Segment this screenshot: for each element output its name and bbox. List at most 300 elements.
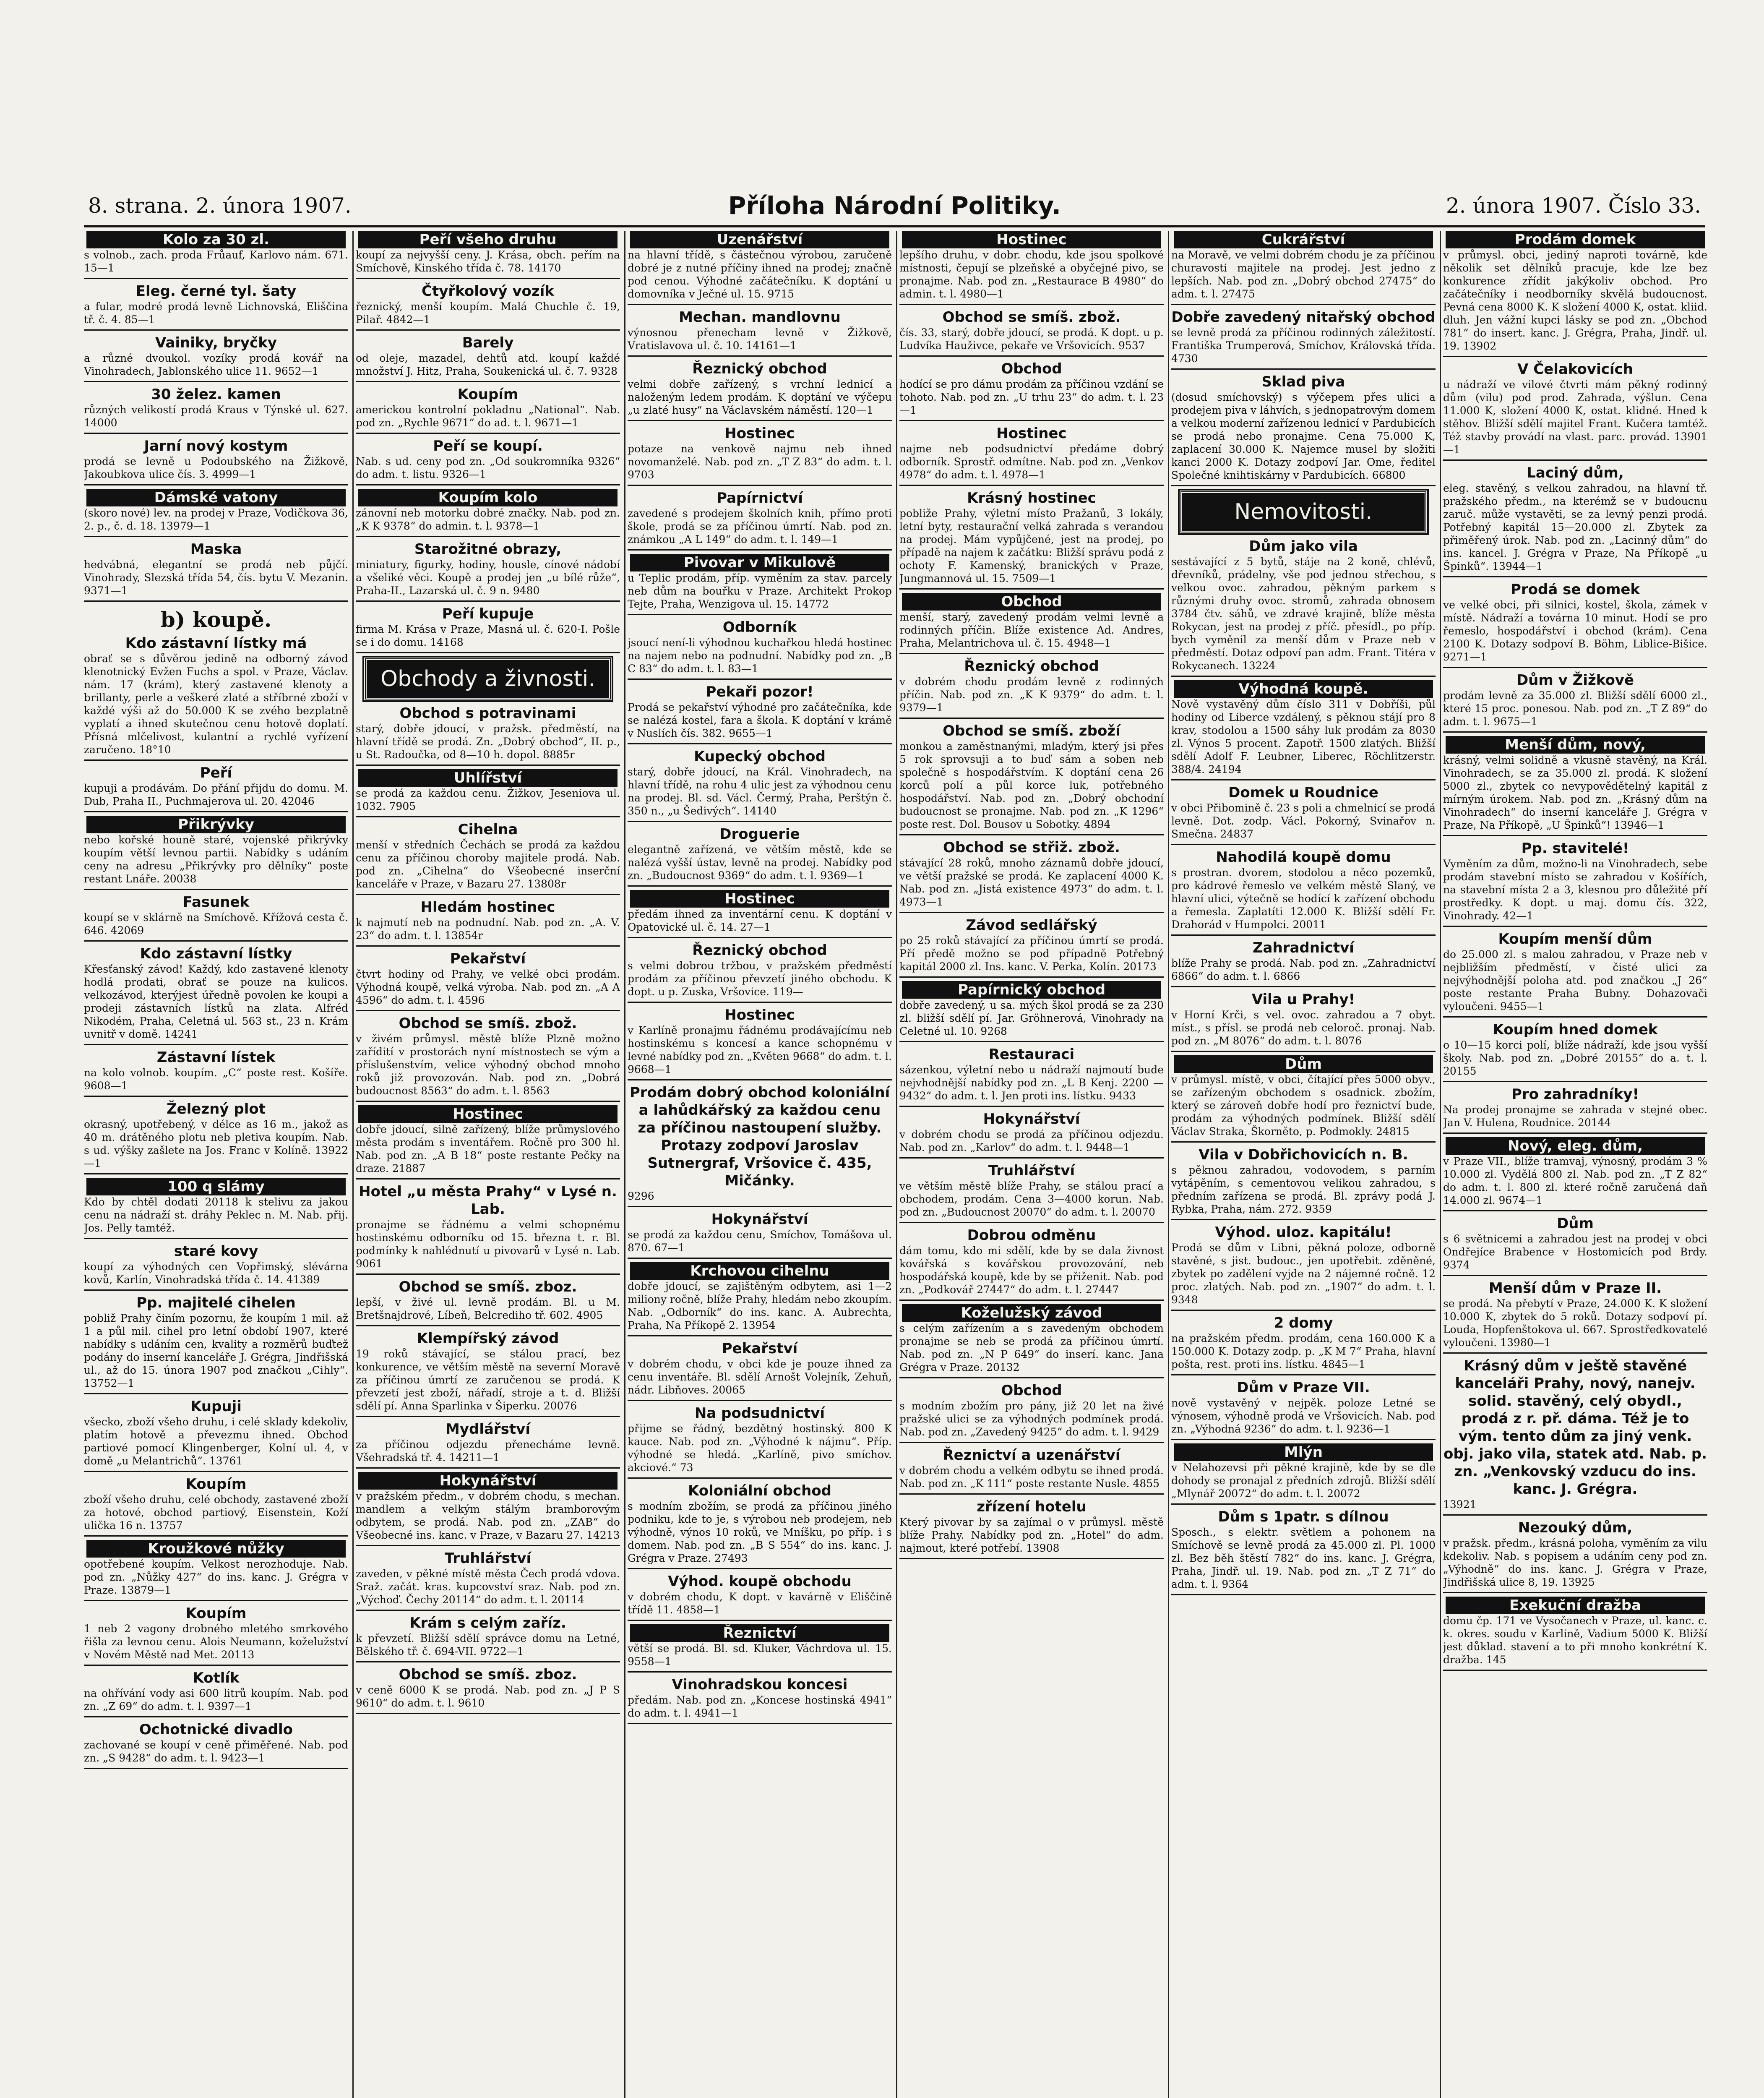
classified-ad [1443,736,1707,832]
ad-separator [628,549,892,551]
ad-body: s pěknou zahradou, vodovodem, s parním vytápěním, s cementovou velikou zahradou, s předním zařízena se prodá. Bl. zprávy podá J. Rybka, Praha, nám. 272. 9359 [1171,1164,1436,1215]
ad-headline: Hostinec [358,1105,618,1123]
ad-headline: Restauraci [988,1046,1075,1063]
classified-ad [84,1669,348,1713]
ad-body: monkou a zaměstnanými, mladým, který jsi přes 5 rok sprovsuji a to buď sám a soben neb společně s hospodářstvím. K doptání cena 26 korců polí a půl korce luk, potřebného hospodářství. Nab. pod zn. „Dobrý obchodní budoucnost se pronajme. Nab. pod zn. „K 1296“ poste rest. Dol. Bousov u Sobotky. 4894 [899,740,1164,830]
ad-separator [84,1665,348,1666]
classified-ad [1171,991,1436,1047]
ad-body: s modním zbožím, se prodá za příčinou jiného podniku, kde to je, s výrobou neb prodejem, neb výhodně, výnos 10 roků, ve Mníšku, po příp. i s domem. Nab. pod zn. „B S 554“ do ins. kanc. J. Grégra v Praze. 27493 [628,1500,892,1564]
ad-separator [628,885,892,887]
ad-body: a různé dvoukol. vozíky prodá kovář na Vinohradech, Jablonského ulice 11. 9652—1 [84,352,348,377]
ad-headline: Dům v Praze VII. [1237,1379,1370,1396]
ad-separator [1443,1514,1707,1516]
ad-body: hodící se pro dámu prodám za příčinou vzdání se tohoto. Nab. pod zn. „U trhu 23“ do adm. t. l. 23—1 [899,378,1164,416]
ad-body: pronajme se řádnému a velmi schopnému hostinskému odborníku od 15. března t. r. Bl. podmínky k nahlédnutí u pivovarů v Lysé n. Lab. 9061 [356,1219,620,1270]
ad-headline: Výhodná koupě. [1174,680,1433,698]
ad-headline: 100 q slámy [86,1178,346,1195]
ad-separator [628,485,892,486]
ad-body: v Praze VII., blíže tramvaj, výnosný, prodám 3 % 10.000 zl. Vydělá 800 zl. Nab. pod zn. „T Z 82“ do adm. t. l. 800 zl. které ročně zaručená daň 14.000 zl. 9674—1 [1443,1155,1707,1206]
ad-body: nebo kořské houně staré, vojenské přikrývky koupím větší levnou partii. Nabídky s udáním ceny na adresu „Přikrývky pro dělníky“ poste restant Lnáře. 20038 [84,834,348,885]
ad-headline: Eleg. černé tyl. šaty [135,283,297,300]
ad-separator [84,433,348,434]
ad-separator [356,765,620,766]
ad-separator [356,600,620,602]
ad-body: koupí za výhodných cen Vopřimský, slévárna kovů, Karlín, Vinohradská třída č. 14. 41389 [84,1260,348,1286]
ad-body: o 10—15 korci polí, blíže nádraží, kde jsou vyšší školy. Nab. pod zn. „Dobré 20155“ do a. t. l. 20155 [1443,1039,1707,1077]
ad-separator [1171,844,1436,845]
ad-headline: Dámské vatony [86,489,346,506]
ad-body: blíže Prahy se prodá. Nab. pod zn. „Zahradnictví 6866“ do adm. t. l. 6866 [1171,957,1436,982]
ad-headline: Výhod. uloz. kapitálu! [1215,1224,1392,1241]
ad-body: 19 roků stávající, se stálou prací, bez konkurence, ve větším městě na severní Moravě za příčinou úmrtí ze zaručenou se prodá. K převzetí jest zboží, nářadí, stroje a t. d. Bližší sdělí pí. Anna Sparlinka v Šiperku. 20076 [356,1348,620,1412]
ad-separator [899,304,1164,305]
ad-headline: Kdo zástavní lístky [140,945,292,962]
ad-body: dám tomu, kdo mi sdělí, kde by se dala živnost kovářská s kovářskou provozování, neb hospodářská koupě, kde by se přiženit. Nab. pod zn. „Podkovář 27447“ do adm. t. l. 27447 [899,1245,1164,1296]
classified-ad [84,386,348,429]
ad-headline: Obchod se smíš. zbož. [399,1015,577,1032]
newspaper-page [84,191,1705,2098]
classified-ad [1171,1508,1436,1591]
ad-separator [628,1568,892,1569]
ad-separator [899,420,1164,421]
ad-headline: Hokynářství [358,1472,618,1490]
ad-headline: Pekařství [450,950,526,967]
ad-body: prodám levně za 35.000 zl. Bližší sdělí 6000 zl., které 15 proc. ponesou. Nab. pod zn. „T Z 89“ do adm. t. l. 9675—1 [1443,689,1707,728]
ad-body: u nádraží ve vilové čtvrti mám pěkný rodinný dům (vilu) pod prod. Zahrada, výšlun. Cena 11.000 K, složení 4000 K, ostat. klidné. Hned k stěhov. Bližší sdělí majitel Frant. Kučera tamtéž. Též stavby provádí na vlast. parc. provád. 13901—1 [1443,378,1707,456]
ad-separator [84,536,348,537]
ad-separator [899,1222,1164,1223]
classified-ad [628,890,892,934]
ad-body: najme neb podsudnictví předáme dobrý odborník. Sprostř. odmítne. Nab. pod zn. „Venkov 4978“ do adm. t. l. 4978—1 [899,443,1164,481]
classified-ad [1443,464,1707,573]
ad-headline: Hledám hostinec [420,899,555,916]
ad-headline: Dům [1174,1055,1433,1073]
ad-body: s volnob., zach. proda Frůauf, Karlovo nám. 671. 15—1 [84,249,348,274]
ad-separator [356,816,620,817]
ad-headline: Prodám domek [1446,231,1705,248]
ad-separator [899,1157,1164,1159]
ad-body: koupí za nejvyšší ceny. J. Krása, obch. peřím na Smíchově, Kinského třída č. 78. 14170 [356,249,620,274]
ad-headline: Papírnictví [717,490,803,506]
ad-headline: Řeznictví a uzenářství [943,1447,1120,1464]
classified-ad [84,282,348,326]
classified-ad [84,437,348,481]
ad-body: kupuji a prodávám. Do přání přijdu do domu. M. Dub, Praha II., Puchmajerova ul. 20. 42046 [84,782,348,807]
ad-body: se prodá za každou cenu. Žižkov, Jeseniova ul. 1032. 7905 [356,787,620,812]
ad-headline: Krásný dům v ještě stavěné kanceláři Prahy, nový, nanejv. solid. stavěný, celý obydl., prodá z r. př. dáma. Též je to vým. tento dům za jiný venk. obj. jako vila, statek atd. Nab. p. zn. „Venkovský vzducu do ins. kanc. J. Grégra. [1444,1357,1707,1498]
ad-body: řeznický, menší koupím. Malá Chuchle č. 19, Pilař. 4842—1 [356,300,620,326]
ad-headline: Dobrou odměnu [967,1227,1096,1244]
section-heading: b) koupě. [160,607,272,632]
ad-separator [1171,485,1436,486]
ad-headline: Truhlářství [988,1162,1075,1179]
ad-separator [356,1416,620,1417]
ad-headline: 2 domy [1274,1315,1333,1331]
ad-headline: Menší dům, nový, [1446,736,1705,754]
ad-body: krásný, velmi solidně a vkusně stavěný, na Král. Vinohradech, se za 35.000 zl. prodá. K složení 5000 zl., zbytek co nevypovědětelný kapitál z mírným úrokem. Nab. pod zn. „Krásný dům na Vinohradech“ do inserní kanceláře J. Grégra v Praze, Na Příkopě, „U Špinků“! 13946—1 [1443,754,1707,831]
classified-ad [1443,1597,1707,1666]
ad-body: Který pivovar by sa zajímal o v průmysl. městě blíže Prahy. Nabídky pod zn. „Hotel“ do adm. najmout, které potřebí. 13908 [899,1516,1164,1554]
ad-body: sázenkou, výletní nebo u nádraží najmoutí bude nejvhodnější nabídky pod zn. „L B Kenj. 2200 — 9432“ do adm. t. l. Jen proti ins. lístku. 9433 [899,1064,1164,1102]
classified-ad [899,360,1164,417]
ad-body: jsoucí není-li výhodnou kuchařkou hledá hostinec na najem nebo na podnudní. Nabídky pod zn. „B C 83“ do adm. t. l. 83—1 [628,637,892,675]
ad-body: elegantně zařízená, ve větším městě, kde se nalézá vyšší ústav, levně na prodej. Nabídky pod zn. „Budoucnost 9369“ do adm. t. l. 9369—1 [628,843,892,882]
ad-body: v dobrém chodu prodám levně z rodinných příčin. Nab. pod zn. „K K 9379“ do adm. t. l. 9379—1 [899,676,1164,714]
ad-body: zavedené s prodejem školních knih, přímo proti škole, prodá se za příčinou úmrtí. Nab. pod zn. známkou „A L 149“ do adm. t. l. 149—1 [628,507,892,545]
ad-separator [628,1477,892,1479]
ad-headline: Na podsudnictví [694,1405,825,1422]
ad-headline: Obchod [1001,360,1062,377]
ad-headline: Cihelna [458,821,518,838]
ad-headline: Koupím [185,1605,247,1622]
column-divider [1440,231,1441,2098]
classified-ad [1443,1357,1707,1511]
classified-ad [628,748,892,817]
classified-ad [356,769,620,813]
ad-headline: Kroužkové nůžky [86,1540,346,1558]
ad-separator [356,278,620,279]
ad-separator [899,912,1164,913]
ad-headline: Pp. majitelé cihelen [136,1294,296,1311]
ad-separator [1171,1051,1436,1052]
column-4 [899,231,1164,2098]
ad-headline: Domek u Roudnice [1228,784,1378,801]
ad-separator [1443,1133,1707,1134]
classified-ad [84,540,348,597]
ad-body: americkou kontrolní pokladnu „National“. Nab. pod zn. „Rychle 9671“ do ad. t. l. 9671—1 [356,404,620,429]
ad-separator [84,1600,348,1601]
classified-ad [628,1084,892,1203]
ad-headline: Nezouký dům, [1518,1519,1633,1536]
ad-body: větší se prodá. Bl. sd. Kluker, Váchrdova ul. 15. 9558—1 [628,1642,892,1667]
classified-ad [628,554,892,611]
ad-headline: Pp. stavitelé! [1521,840,1629,857]
classified-ad [1171,1379,1436,1435]
ad-separator [628,1671,892,1673]
classified-ad [356,821,620,890]
classified-ad [1443,1086,1707,1129]
classified-ad [899,231,1164,300]
classified-ad [1171,680,1436,776]
ad-separator [1171,1310,1436,1311]
ad-separator [84,1289,348,1291]
ad-headline: Vinohradskou koncesi [672,1676,848,1693]
ad-headline: Fasunek [182,894,250,911]
ad-separator [1171,934,1436,936]
classified-ad [84,1178,348,1234]
ad-body: Nab. s ud. ceny pod zn. „Od soukromníka 9326“ do adm. t. listu. 9326—1 [356,455,620,480]
header-right: 2. února 1907. Číslo 33. [1446,193,1701,218]
ad-separator [84,940,348,942]
ad-body: ve větším městě blíže Prahy, se stálou prací a obchodem, prodám. Cena 3—4000 korun. Nab. pod zn. „Budoucnost 20070“ do adm. t. l. 20070 [899,1180,1164,1218]
classified-ad [628,1404,892,1474]
ad-separator [1171,1503,1436,1505]
ad-body: domu čp. 171 ve Vysočanech v Praze, ul. kanc. c. k. okres. soudu v Karlině, Vadium 5000 K. Bližší jest důklad. stavení a to při mnoho konkrétní K. dražba. 145 [1443,1615,1707,1666]
classified-ad [356,1472,620,1542]
ad-separator [84,600,348,602]
ad-body: v pražsk. předm., krásná poloha, vyměním za vilu kdekoliv. Nab. s popisem a udáním ceny pod zn. „Výhodně“ do ins. kanc. J. Grégra v Praze, Jindřišská ulice 8, 19. 13925 [1443,1537,1707,1588]
ad-headline: Koloniální obchod [688,1482,832,1499]
ad-separator [84,329,348,331]
ad-headline: Dům jako vila [1249,538,1358,555]
ad-headline: Hostinec [724,1007,795,1023]
ad-headline: Exekuční dražba [1446,1597,1705,1614]
ad-separator [356,329,620,331]
ad-body: zboží všeho druhu, celé obchody, zastavené zboží za hotové, obchod partiový, Eisenstein, Koží ulička 16 n. 13757 [84,1493,348,1532]
classified-ad [356,1105,620,1175]
ad-headline: staré kovy [174,1243,258,1260]
ad-separator [899,1041,1164,1042]
ad-body: Prodá se dům v Libni, pěkná poloze, odborně stavěné, s jist. budouc., jen upotřebit. zděněné, zbytek po zadělení vyjde na 2 nájemné ročně. 12 proc. zlatých. Nab. pod zn. „1907“ do adm. t. l. 9348 [1171,1242,1436,1306]
ad-body: Nově vystavěný dům číslo 311 v Dobříši, půl hodiny od Liberce vzdálený, s pěknou stájí pro 8 krav, stodolou a 1500 sáhy luk prodám za 8030 zl. Výnos 5 procent. Zapotř. 1500 zlatých. Bližší sdělí Adolf F. Leubner, Liberec, Röchlitzerstr. 388/4. 24194 [1171,698,1436,775]
ad-separator [84,381,348,382]
ad-headline: Koželužský závod [902,1304,1161,1322]
ad-body: 13921 [1443,1498,1477,1511]
ad-separator [356,945,620,947]
ad-body: miniatury, figurky, hodiny, housle, cínové nádobí a všeliké věci. Koupě a prodej jen „u bílé růže“, Praha-II., Lazarská ul. č. 9 n. 9480 [356,558,620,597]
ad-headline: Uzenářství [630,231,889,248]
ad-body: v dobrém chodu, v obci kde je pouze ihned za cenu inventáře. Bl. sdělí Arnošt Volejník, Zehuň, nádr. Libňoves. 20065 [628,1358,892,1396]
ad-body: na hlavní třídě, s částečnou výrobou, zaručeně dobré je z nutné příčiny ihned na prodej; značně pod cenou. Výhodné začátečníku. K doptání u domovníka v Ječné ul. 15. 9715 [628,249,892,300]
classified-ad [628,1262,892,1332]
ad-body: v Nelahozevsi při pěkné krajině, kde by se dle dohody se pronajal z předních zdrojů. Bližší sdělí „Mlynář 20072“ do adm. t. l. 20072 [1171,1461,1436,1500]
ad-separator [1171,1594,1436,1595]
header-left: 8. strana. 2. února 1907. [88,193,352,218]
column-3 [628,231,892,2098]
ad-separator [628,821,892,822]
ad-headline: Laciný dům, [1527,464,1624,481]
ad-body: Na prodej pronajme se zahrada v stejné obec. Jan V. Hulena, Roudnice. 20144 [1443,1104,1707,1129]
classified-ad [899,1446,1164,1490]
classified-ad [899,1046,1164,1102]
ad-body: menší, starý, zavedený prodám velmi levně a rodinných příčin. Blíže existence Ad. Andres, Praha, Melantrichova ul. č. 15. 4948—1 [899,611,1164,649]
classified-ad [84,816,348,885]
column-divider [1168,231,1169,2098]
ad-separator [84,278,348,279]
column-1 [84,231,348,2098]
ad-body: v obci Přibomině č. 23 s poli a chmelnicí se prodá levně. Dot. zodp. Václ. Pokorný, Svinařov n. Smečna. 24837 [1171,802,1436,840]
ad-headline: Hostinec [630,890,889,908]
classified-ad [356,605,620,649]
ad-separator [1443,667,1707,668]
ad-body: u Teplic prodám, příp. vyměním za stav. parcely neb dům na bouřku v Praze. Architekt Prokop Tejte, Praha, Wenzigova ul. 15. 14772 [628,572,892,610]
ad-body: lepšího druhu, v dobr. chodu, kde jsou spolkové místnosti, čepují se plzeňské a obyčejné pivo, se pronajme. Nab. pod zn. „Restaurace B 4980“ do admin. t. l. 4980—1 [899,249,1164,300]
classified-ad [899,593,1164,650]
ad-body: Kdo by chtěl dodati 20118 k stelivu za jakou cenu na nádraží st. dráhy Peklec n. M. Nab. přij. Jos. Pelly tamtéž. [84,1196,348,1234]
ad-headline: Pivovar v Mikulově [630,554,889,571]
ad-headline: Přikrývky [86,816,346,833]
classified-ad [356,437,620,481]
ad-headline: Prodám dobrý obchod koloniální a lahůdkářský za každou cenu za příčinou nastoupení služby. Protazy zodpoví Jaroslav Sutnergraf, Vršovice č. 435, Mičánky. [629,1084,890,1189]
ad-headline: Kdo zástavní lístky má [125,635,307,652]
ad-body: v Karlíně pronajmu řádnému prodávajícímu neb hostinskému s koncesí a kance schopnému v levné nabídky pod zn. „Květen 9668“ do adm. t. l. 9668—1 [628,1024,892,1075]
ad-headline: Obchod se smíš. zboz. [399,1666,577,1683]
ad-separator [628,355,892,357]
ad-separator [1171,1374,1436,1375]
ad-headline: Droguerie [719,826,800,843]
ad-body: pobliž Prahy činím pozornu, že koupím 1 mil. až 1 a půl mil. cihel pro letní období 1907, které nabídky s udáním cen, kvality a rozměrů buďtež podány do inserní kanceláře J. Grégra, Jindřišská ul., až do 15. února 1907 pod značkou „Cihly“. 13752—1 [84,1312,348,1389]
ad-separator [899,1377,1164,1378]
ad-separator [628,678,892,680]
ad-headline: Závod sedlářský [966,917,1097,934]
classified-ad [1171,308,1436,365]
ad-body: k najmutí neb na podnudní. Nab. pod zn. „A. V. 23“ do adm. t. l. 13854r [356,916,620,942]
ad-separator [899,1300,1164,1301]
ad-separator [628,1079,892,1080]
ad-body: Vyměním za dům, možno-li na Vinohradech, sebe prodám stavební místo se zahradou v Košířích, na stavební místa 2 a 3, klesnou pro důležité pří prostředky. K dopt. u maj. domu čís. 322, Vinohrady. 42—1 [1443,858,1707,922]
classified-ad [84,231,348,274]
ad-separator [84,1173,348,1174]
ad-headline: Řeznictví [630,1624,889,1642]
ad-separator [1443,1210,1707,1211]
ad-body: eleg. stavěný, s velkou zahradou, na hlavní tř. pražského předm., na kterémž se v budoucnu zaruč. může vystavěti, se za levný penzi prodá. Potřebný kapitál 15—20.000 zl. Zbytek za přiměřený úrok. Nab. pod zn. „Lacinný dům“ do ins. kancel. J. Grégra v Praze, Na Příkopě „u Špinků“. 13944—1 [1443,482,1707,572]
ad-headline: Klempířský závod [417,1330,559,1347]
classified-ad [899,916,1164,973]
classified-ad [356,1278,620,1322]
ad-body: po 25 roků stávající za příčinou úmrtí se prodá. Pří předě možno se pod případně Potřebný kapitál 2000 zl. Ins. kanc. V. Perka, Kolín. 20173 [899,934,1164,973]
ad-headline: Koupím [457,386,519,403]
ad-headline: Obchod [1001,1382,1062,1399]
classified-ad [899,1226,1164,1296]
ad-separator [1443,731,1707,733]
classified-ad [84,1049,348,1092]
ad-separator [356,484,620,485]
ad-headline: Kupuji [190,1398,242,1415]
ad-separator [356,1545,620,1546]
ad-headline: Vila u Prahy! [1251,991,1355,1008]
ad-headline: Hostinec [902,231,1161,248]
ad-headline: Obchod se smíš. zboz. [399,1279,577,1295]
ad-headline: Dům [1557,1215,1594,1232]
ad-headline: Obchod se smíš. zboží [943,723,1120,739]
ad-separator [1443,1081,1707,1082]
ad-headline: Mydlářství [445,1421,530,1438]
classified-ad [1171,538,1436,672]
classified-ad [899,981,1164,1038]
ad-body: v dobrém chodu se prodá za příčinou odjezdu. Nab. pod zn. „Karlov“ do adm. t. l. 9448—1 [899,1128,1164,1153]
ad-body: potaze na venkově najmu neb ihned novomanželé. Nab. pod zn. „T Z 83“ do adm. t. l. 9703 [628,443,892,481]
ad-body: menší v středních Čechách se prodá za každou cenu za příčinou choroby majitele prodá. Nab. pod zn. „Cihelna“ do Všeobecné inserční kanceláře v Praze, v Bazaru 27. 13808r [356,839,620,890]
ad-separator [899,1493,1164,1495]
classified-ad [1443,1137,1707,1207]
ad-headline: Obchod s potravinami [399,705,576,722]
ad-separator [356,1325,620,1326]
classified-ad [356,1614,620,1658]
ad-headline: Koupím menší dům [1498,931,1652,947]
ad-body: stávající 28 roků, mnoho záznamů dobře jdoucí, ve větší pražské se prodá. Ke zaplacení 4000 K. Nab. pod zn. „Jistá existence 4973“ do adm. t. l. 4973—1 [899,857,1164,908]
ad-separator [899,485,1164,486]
classified-ad [356,231,620,274]
classified-ad [899,658,1164,714]
classified-ad [628,489,892,546]
classified-ad [899,1304,1164,1374]
classified-ad [1443,671,1707,728]
ad-headline: Truhlářství [444,1550,532,1567]
ad-separator [1171,1219,1436,1220]
classified-ad [628,231,892,300]
ad-headline: Nahodilá koupě domu [1216,849,1391,866]
classified-ad [899,308,1164,352]
ad-separator [356,536,620,537]
ad-body: v Horní Krči, s vel. ovoc. zahradou a 7 obyt. míst., s přísl. se prodá neb celoroč. pronaj. Nab. pod zn. „M 8076“ do adm. t. l. 8076 [1171,1009,1436,1047]
classified-ad [84,1721,348,1764]
classified-ad [1171,1443,1436,1500]
classified-ad [628,1624,892,1668]
ad-headline: Hostinec [724,425,795,442]
ad-headline: Kupecký obchod [694,748,826,765]
classified-ad [1443,840,1707,922]
ad-body: se prodá. Na přebytí v Praze, 24.000 K. K složení 10.000 K, zbytek do 5 roků. Dotazy sodpoví pí. Louda, Hopfenštokova ul. 667. Sprostředkovatelé vyloučeni. 13980—1 [1443,1297,1707,1349]
ad-body: přijme se řádný, bezdětný hostinský. 800 K kauce. Nab. pod zn. „Výhodné k nájmu“. Příp. výhodné se hledá. „Karlíně, pivo smíchov. akciové.“ 73 [628,1422,892,1474]
ad-body: se levně prodá za příčinou rodinných záležitostí. Františka Trumperová, Smíchov, Královská třída. 4730 [1171,326,1436,365]
ad-body: koupí se v sklárně na Smíchově. Křížová cesta č. 646. 42069 [84,911,348,937]
ad-separator [628,1723,892,1724]
ad-body: zánovní neb motorku dobré značky. Nab. pod zn. „K K 9378“ do admin. t. l. 9378—1 [356,507,620,532]
ad-body: k převzetí. Bližší sdělí správce domu na Letné, Bělského tř. č. 694-VII. 9722—1 [356,1632,620,1657]
classified-ad [899,839,1164,908]
ad-headline: Maska [190,541,242,558]
classified-ad [1443,1021,1707,1078]
ad-body: v dobrém chodu a velkém odbytu se ihned prodá. Nab. pod zn. „K 111“ poste restante Nusle. 4855 [899,1464,1164,1490]
section-banner: Nemovitosti. [1180,491,1427,533]
classified-ad [899,1498,1164,1555]
classified-ad [1443,360,1707,456]
classified-ad [899,425,1164,481]
classified-ad [1171,1146,1436,1216]
ad-body: s 6 světnicemi a zahradou jest na prodej v obci Ondřejíce Brabence v Hostomicích pod Brdy. 9374 [1443,1233,1707,1271]
ad-separator [356,1178,620,1179]
ad-body: na ohřívání vody asi 600 litrů koupím. Nab. pod zn. „Z 69“ do adm. t. l. 9397—1 [84,1687,348,1712]
ad-headline: Hokynářství [711,1211,808,1228]
ad-body: dobře jdoucí, silně zařízený, blíže průmyslového města prodám s inventářem. Ročně pro 300 hl. Nab. pod zn. „A B 18“ poste restante Pečky na draze. 21887 [356,1123,620,1174]
ad-body: od oleje, mazadel, dehtů atd. koupí každé množství J. Hitz, Praha, Soukenická ul. č. 7. 9328 [356,352,620,377]
classified-ad [628,360,892,417]
ad-headline: Menší dům v Praze II. [1488,1280,1662,1297]
ad-body: čtvrt hodiny od Prahy, ve velké obci prodám. Výhodná koupě, velká výroba. Nab. pod zn. „A A 4596“ do adm. t. l. 4596 [356,968,620,1006]
column-divider [352,231,354,2098]
ad-body: s velmi dobrou tržbou, v pražském předměstí prodám za příčinou převzetí jiného obchodu. K dopt. u p. Zuska, Vršovice. 119— [628,960,892,998]
classified-ad [356,282,620,326]
ad-separator [628,937,892,938]
classified-ad [356,898,620,942]
classified-ad [628,1573,892,1616]
ad-headline: Dobře zavedený nitařský obchod [1171,309,1436,326]
ad-separator [1443,1352,1707,1354]
ad-separator [84,1716,348,1717]
ad-body: s modním zbožím pro pány, již 20 let na živé pražské ulici se za výhodných podmínek prodá. Nab. pod zn. „Zavedený 9425“ do adm. t. l. 9429 [899,1400,1164,1438]
classified-ad [84,634,348,756]
ad-headline: Výhod. koupě obchodu [668,1573,852,1590]
classified-ad [1171,373,1436,482]
ad-separator [356,1467,620,1469]
ad-body: Sposch., s elektr. světlem a pohonem na Smíchově se levně prodá za 45.000 zl. Pl. 1000 zl. Bez běh štěstí 782“ do ins. kanc. J. Grégra, Praha, Jindř. ul. 19. Nab. pod zn. „T Z 71“ do adm. t. l. 9364 [1171,1526,1436,1590]
classified-ad [84,945,348,1041]
classified-ad [628,425,892,481]
ad-body: se prodá za každou cenu, Smíchov, Tomášova ul. 870. 67—1 [628,1229,892,1254]
ad-headline: Zahradnictví [1253,939,1354,956]
column-5 [1171,231,1436,2098]
ad-separator [628,1335,892,1336]
classified-ad [84,489,348,532]
ad-headline: Krám s celým zaříz. [409,1615,566,1631]
ad-separator [899,588,1164,590]
ad-headline: Koupím kolo [358,489,618,506]
ad-separator [899,1106,1164,1107]
ad-headline: Ochotnické divadlo [139,1721,293,1738]
ad-body: zaveden, v pěkné místě města Čech prodá vdova. Sraž. začát. kras. kupcovství sraz. Nab. pod zn. „Výchoď. Čechy 20114“ do adm. t. l. 20114 [356,1568,620,1606]
ad-body: (skoro nové) lev. na prodej v Praze, Vodičkova 36, 2. p., č. d. 18. 13979—1 [84,507,348,532]
ad-headline: Cukrářství [1174,231,1433,248]
